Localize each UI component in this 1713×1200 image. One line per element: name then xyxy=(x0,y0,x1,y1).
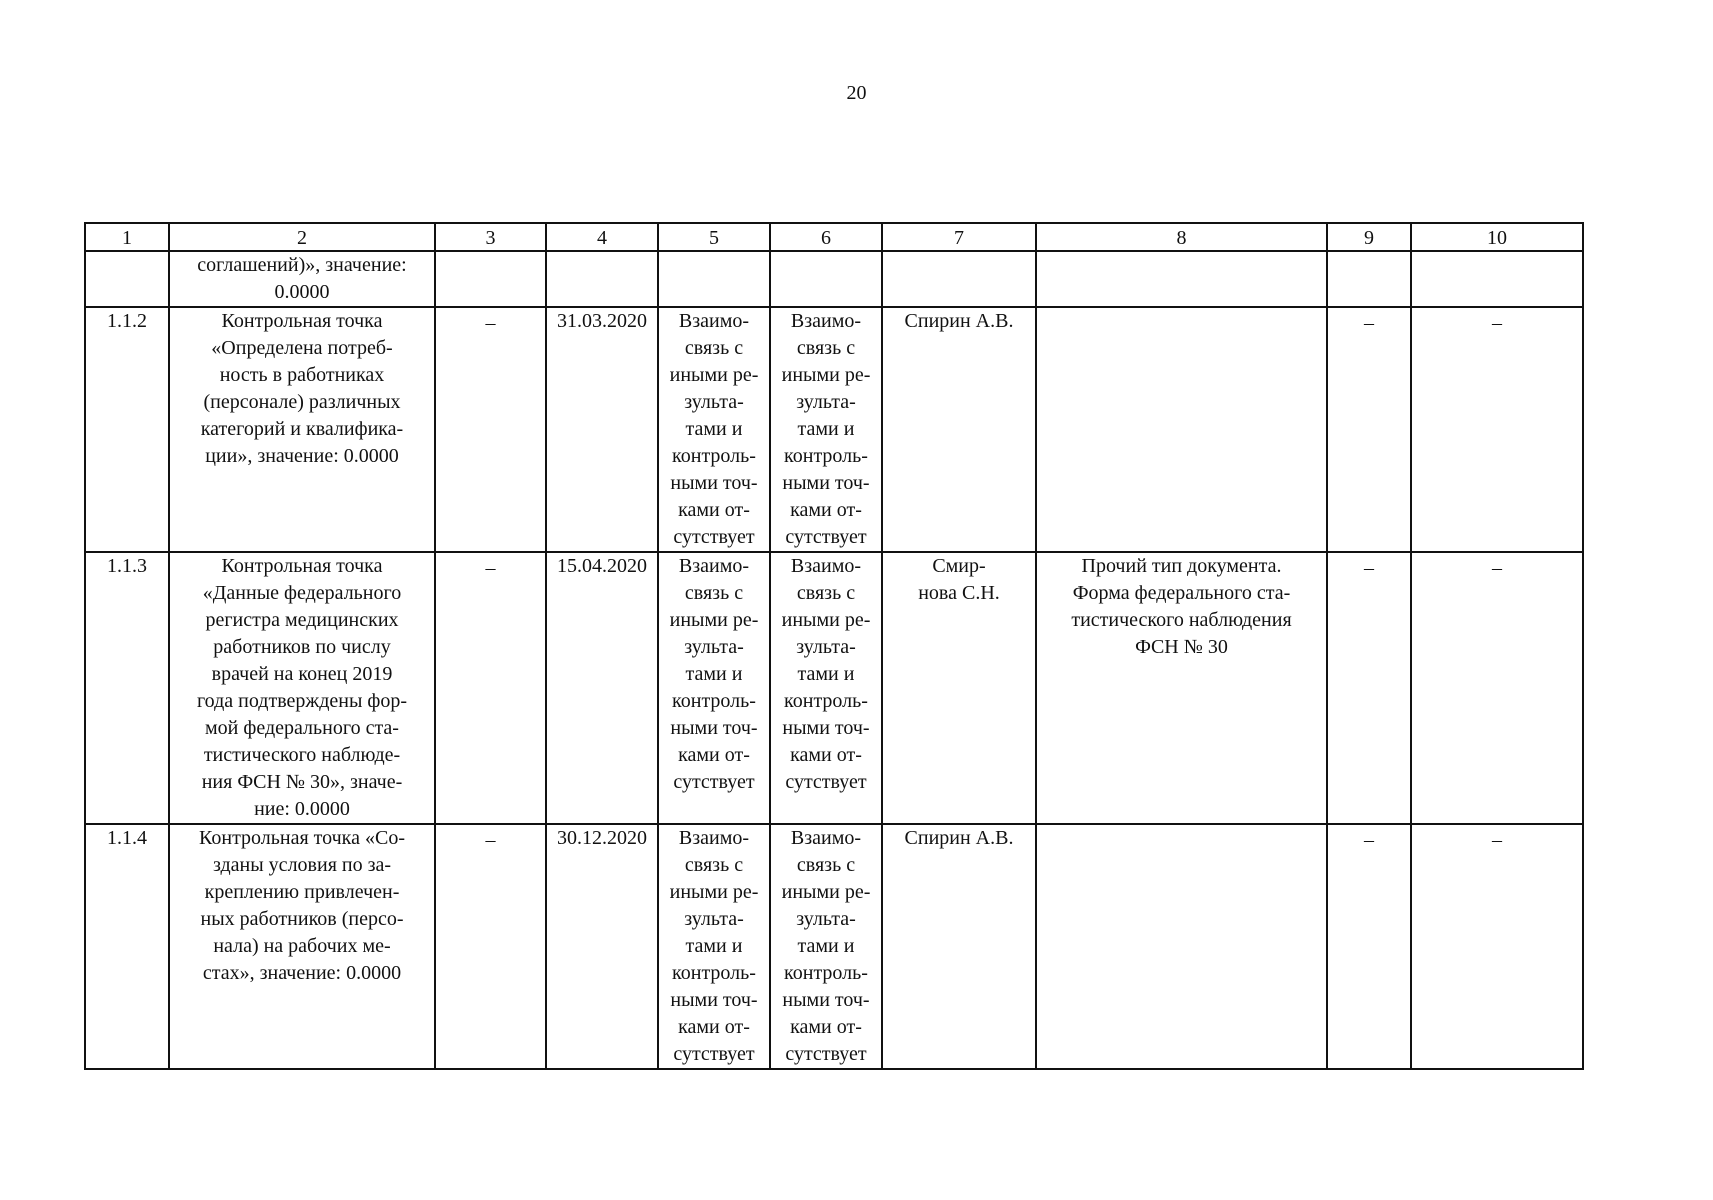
cell-document xyxy=(1036,552,1327,824)
text-line: ными точ- xyxy=(670,717,758,739)
text-line: Взаимо- xyxy=(678,555,750,577)
text-line: ками от- xyxy=(790,1016,862,1038)
text-line: Взаимо- xyxy=(790,555,862,577)
text-line: стах», значение: 0.0000 xyxy=(202,962,402,984)
text-line: «Данные федерального xyxy=(202,582,402,604)
column-header: 2 xyxy=(169,223,435,251)
cell-col5 xyxy=(658,824,770,1069)
page-number: 20 xyxy=(846,82,867,104)
cell-col6 xyxy=(770,307,882,552)
dash: – xyxy=(485,829,496,851)
text-line: иными ре- xyxy=(669,609,759,631)
text-line: тами и xyxy=(685,935,743,957)
text-line: тистического наблюде- xyxy=(203,744,401,766)
cell-document xyxy=(1036,824,1327,1069)
dash: – xyxy=(1364,312,1374,334)
column-header: 4 xyxy=(546,223,658,251)
text-line: ками от- xyxy=(790,744,862,766)
cell-num xyxy=(85,251,169,307)
cell-responsible xyxy=(882,307,1036,552)
text-line: ными точ- xyxy=(670,989,758,1011)
text-line: Контрольная точка «Со- xyxy=(199,827,405,849)
header-row xyxy=(85,223,1583,251)
text-line: зульта- xyxy=(684,391,744,413)
column-header: 1 xyxy=(85,223,169,251)
text-line: тистического наблюдения xyxy=(1071,609,1292,631)
cell-col3 xyxy=(435,824,546,1069)
column-header: 5 xyxy=(658,223,770,251)
text-line: связь с xyxy=(684,582,744,604)
text-line: соглашений)», значение: xyxy=(197,254,407,276)
cell-description xyxy=(169,552,435,824)
cell-col6 xyxy=(770,552,882,824)
table-row xyxy=(85,552,1583,824)
control-points-table xyxy=(84,222,1584,1070)
cell-col10 xyxy=(1411,307,1583,552)
text-line: зданы условия по за- xyxy=(212,854,392,876)
text-line: связь с xyxy=(796,582,856,604)
cell-empty xyxy=(770,251,882,307)
cell-empty xyxy=(658,251,770,307)
text-line: креплению привлечен- xyxy=(204,881,400,903)
text-line: ность в работниках xyxy=(219,364,385,386)
dash: – xyxy=(485,312,496,334)
text-line: ных работников (персо- xyxy=(200,908,404,930)
column-header: 10 xyxy=(1411,223,1583,251)
text-line: контроль- xyxy=(672,962,756,984)
text-line: связь с xyxy=(684,854,744,876)
text-line: сутствует xyxy=(785,526,867,548)
column-header: 8 xyxy=(1036,223,1327,251)
text-line: контроль- xyxy=(784,690,868,712)
text-line: регистра медицинских xyxy=(205,609,399,631)
cell-date: 31.03.2020 xyxy=(546,307,658,552)
cell-col10 xyxy=(1411,824,1583,1069)
cell-num: 1.1.2 xyxy=(85,307,169,552)
text-line: контроль- xyxy=(784,962,868,984)
text-line: ния ФСН № 30», значе- xyxy=(201,771,403,793)
cell-num: 1.1.3 xyxy=(85,552,169,824)
cell-col5 xyxy=(658,307,770,552)
cell-col10 xyxy=(1411,552,1583,824)
continuation-row xyxy=(85,251,1583,307)
dash: – xyxy=(485,557,496,579)
text-line: категорий и квалифика- xyxy=(200,418,404,440)
text-line: связь с xyxy=(796,337,856,359)
text-line: Форма федерального ста- xyxy=(1072,582,1291,604)
dash: – xyxy=(1492,557,1502,579)
text-line: зульта- xyxy=(684,908,744,930)
cell-empty xyxy=(1036,251,1327,307)
cell-document xyxy=(1036,307,1327,552)
text-line: зульта- xyxy=(796,391,856,413)
text-line: ции», значение: 0.0000 xyxy=(205,445,399,467)
cell-col5 xyxy=(658,552,770,824)
cell-empty xyxy=(1411,251,1583,307)
text-line: сутствует xyxy=(785,771,867,793)
text-line: Смир- xyxy=(932,555,986,577)
text-line: зульта- xyxy=(796,636,856,658)
cell-empty xyxy=(435,251,546,307)
text-line: тами и xyxy=(797,935,855,957)
text-line: контроль- xyxy=(784,445,868,467)
cell-responsible xyxy=(882,552,1036,824)
cell-col3 xyxy=(435,307,546,552)
text-line: зульта- xyxy=(796,908,856,930)
text-line: контроль- xyxy=(672,445,756,467)
cell-col9 xyxy=(1327,552,1411,824)
text-line: иными ре- xyxy=(781,364,871,386)
text-line: связь с xyxy=(796,854,856,876)
text-line: работников по числу xyxy=(213,636,391,658)
dash: – xyxy=(1364,829,1374,851)
text-line: Контрольная точка xyxy=(221,310,383,332)
text-line: зульта- xyxy=(684,636,744,658)
cell-col9 xyxy=(1327,307,1411,552)
cell-col6 xyxy=(770,824,882,1069)
text-line: Взаимо- xyxy=(678,827,750,849)
text-line: ками от- xyxy=(678,744,750,766)
cell-col9 xyxy=(1327,824,1411,1069)
text-line: контроль- xyxy=(672,690,756,712)
text-line: Спирин А.В. xyxy=(904,310,1014,332)
text-line: ФСН № 30 xyxy=(1135,636,1228,658)
cell-description xyxy=(169,307,435,552)
text-line: ными точ- xyxy=(782,472,870,494)
text-line: (персонале) различных xyxy=(203,391,401,413)
cell-date: 30.12.2020 xyxy=(546,824,658,1069)
column-header: 6 xyxy=(770,223,882,251)
cell-description xyxy=(169,824,435,1069)
text-line: Взаимо- xyxy=(678,310,750,332)
text-line: ние: 0.0000 xyxy=(254,798,350,820)
text-line: иными ре- xyxy=(669,881,759,903)
text-line: сутствует xyxy=(673,1043,755,1065)
cell-col3 xyxy=(435,552,546,824)
text-line: Контрольная точка xyxy=(221,555,383,577)
dash: – xyxy=(1492,312,1502,334)
dash: – xyxy=(1492,829,1502,851)
cell-date: 15.04.2020 xyxy=(546,552,658,824)
column-header: 7 xyxy=(882,223,1036,251)
text-line: Прочий тип документа. xyxy=(1081,555,1282,577)
text-line: тами и xyxy=(685,663,743,685)
dash: – xyxy=(1364,557,1374,579)
cell-description xyxy=(169,251,435,307)
text-line: Спирин А.В. xyxy=(904,827,1014,849)
text-line: тами и xyxy=(685,418,743,440)
text-line: тами и xyxy=(797,418,855,440)
text-line: года подтверждены фор- xyxy=(196,690,408,712)
text-line: нова С.Н. xyxy=(918,582,1000,604)
text-line: нала) на рабочих ме- xyxy=(213,935,391,957)
text-line: Взаимо- xyxy=(790,310,862,332)
text-line: Взаимо- xyxy=(790,827,862,849)
text-line: ными точ- xyxy=(782,717,870,739)
column-header: 9 xyxy=(1327,223,1411,251)
text-line: 0.0000 xyxy=(274,281,330,303)
text-line: сутствует xyxy=(673,771,755,793)
text-line: ными точ- xyxy=(782,989,870,1011)
cell-empty xyxy=(882,251,1036,307)
text-line: ками от- xyxy=(678,1016,750,1038)
text-line: ками от- xyxy=(790,499,862,521)
table-row xyxy=(85,824,1583,1069)
cell-empty xyxy=(1327,251,1411,307)
cell-responsible xyxy=(882,824,1036,1069)
cell-empty xyxy=(546,251,658,307)
text-line: иными ре- xyxy=(781,609,871,631)
text-line: тами и xyxy=(797,663,855,685)
cell-num: 1.1.4 xyxy=(85,824,169,1069)
text-line: связь с xyxy=(684,337,744,359)
text-line: ными точ- xyxy=(670,472,758,494)
text-line: врачей на конец 2019 xyxy=(211,663,393,685)
text-line: мой федерального ста- xyxy=(205,717,399,739)
text-line: иными ре- xyxy=(781,881,871,903)
column-header: 3 xyxy=(435,223,546,251)
table-row xyxy=(85,307,1583,552)
text-line: ками от- xyxy=(678,499,750,521)
text-line: сутствует xyxy=(785,1043,867,1065)
text-line: «Определена потреб- xyxy=(211,337,393,359)
text-line: сутствует xyxy=(673,526,755,548)
text-line: иными ре- xyxy=(669,364,759,386)
